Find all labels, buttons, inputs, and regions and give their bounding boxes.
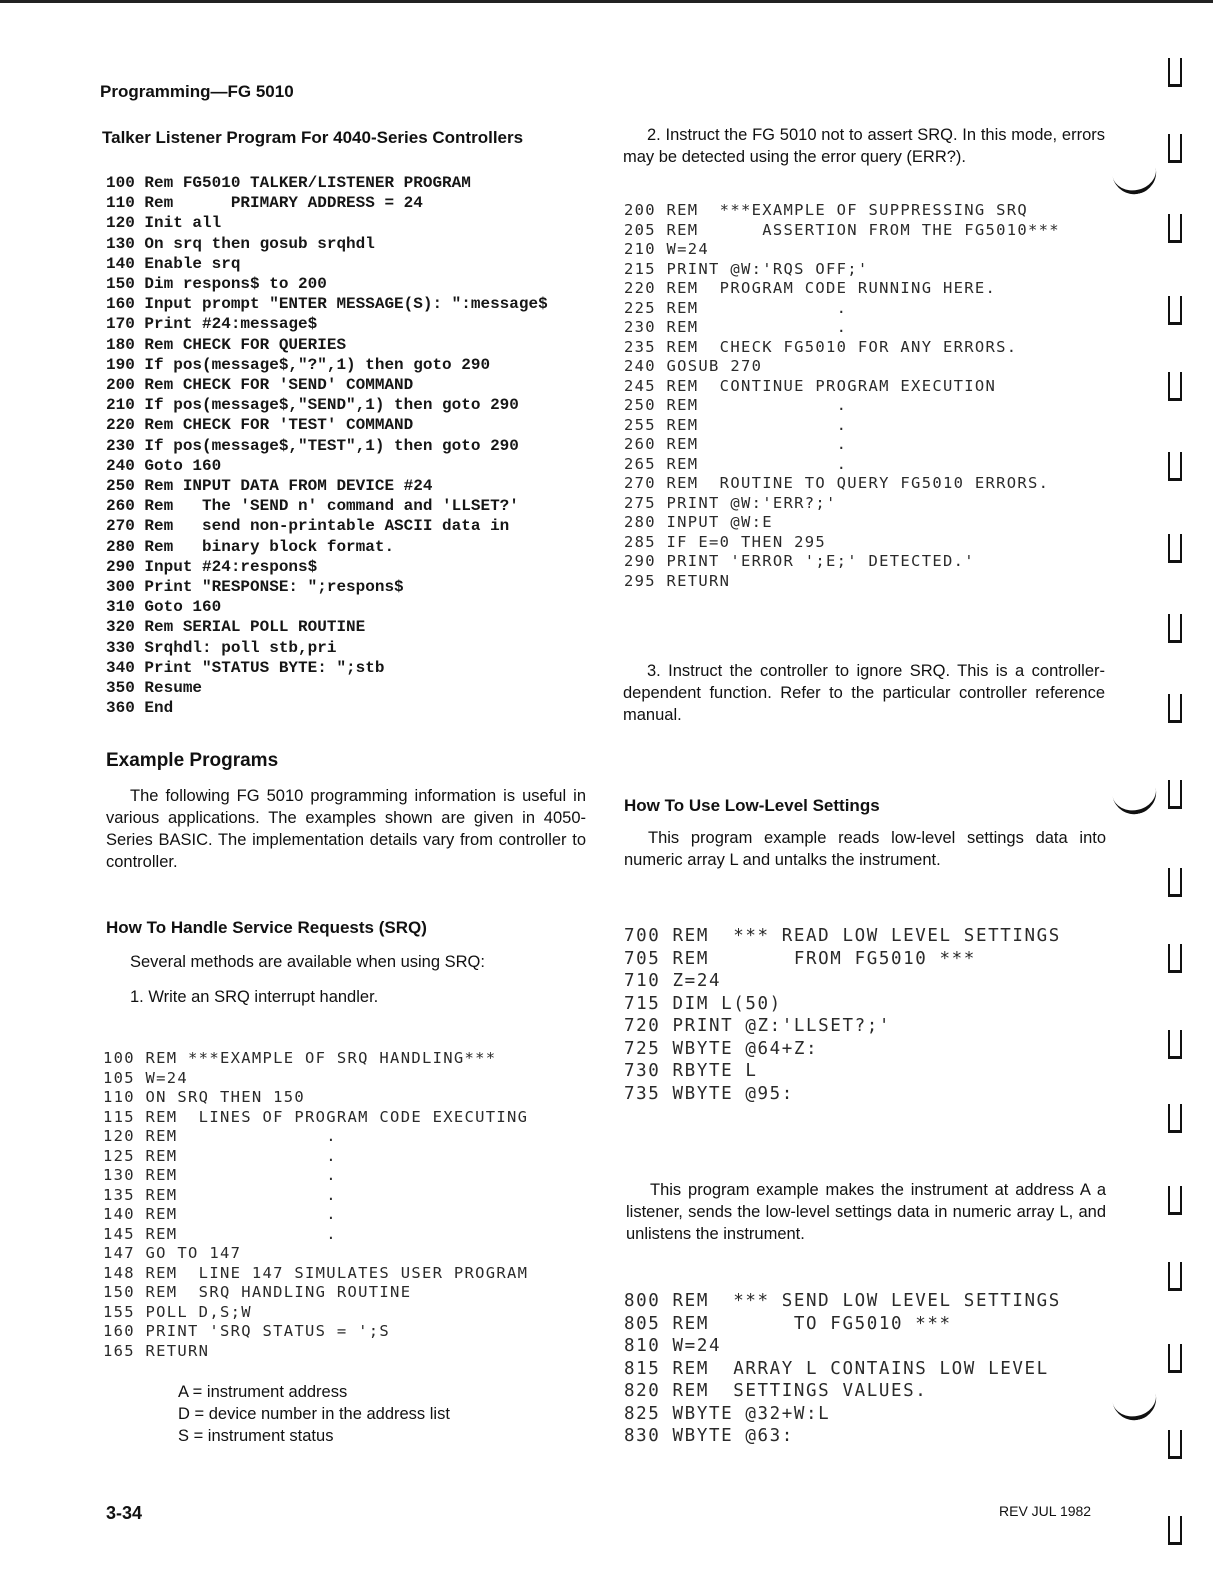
code-line: 260 Rem The 'SEND n' command and 'LLSET?'	[106, 497, 519, 516]
code-line: 135 REM .	[103, 1185, 337, 1204]
binder-punch-mark	[1168, 296, 1182, 325]
binder-punch-mark	[1168, 1516, 1182, 1545]
section-header: Programming—FG 5010	[100, 82, 294, 101]
binder-punch-mark	[1168, 452, 1182, 481]
code-line: 170 Print #24:message$	[106, 315, 318, 334]
srq-step-3: 3. Instruct the controller to ignore SRQ. This is a controller-dependent function. Refer to the particular controller reference manual.	[623, 662, 1105, 724]
code-line: 815 REM ARRAY L CONTAINS LOW LEVEL	[624, 1358, 1049, 1379]
code-line: 110 ON SRQ THEN 150	[103, 1088, 306, 1106]
srq-handling-code	[103, 1049, 528, 1361]
code-line: 210 W=24	[624, 240, 710, 258]
example-programs-paragraph: The following FG 5010 programming information is useful in various applications. The examples shown are given in 4050-Series BASIC. The implementation details vary from controller to controller.	[106, 787, 586, 871]
code-line: 105 W=24	[103, 1068, 189, 1087]
binder-punch-mark	[1168, 944, 1182, 973]
binder-punch-mark	[1168, 1430, 1182, 1459]
code-line: 720 PRINT @Z:'LLSET?;'	[624, 1016, 891, 1036]
low-level-send-paragraph: This program example makes the instrument at address A a listener, sends the low-level settings data in numeric array L, and unlistens the instrument.	[626, 1181, 1106, 1243]
legend-item: A = instrument address	[178, 1383, 348, 1401]
code-line: 120 Init all	[106, 214, 222, 233]
code-line: 235 REM CHECK FG5010 FOR ANY ERRORS.	[624, 337, 1018, 356]
top-rule	[0, 0, 1213, 3]
srq-intro: Several methods are available when using SRQ:	[130, 953, 485, 971]
code-line: 260 REM .	[624, 435, 848, 453]
code-line: 125 REM .	[103, 1146, 337, 1165]
legend-item: S = instrument status	[178, 1427, 334, 1445]
srq-step-1: 1. Write an SRQ interrupt handler.	[130, 988, 379, 1006]
code-line: 800 REM *** SEND LOW LEVEL SETTINGS	[624, 1291, 1061, 1311]
binder-punch-mark	[1168, 780, 1182, 809]
read-low-level-code	[624, 925, 1061, 1105]
binder-punch-mark	[1168, 614, 1182, 643]
code-line: 145 REM .	[103, 1224, 337, 1243]
code-line: 100 Rem FG5010 TALKER/LISTENER PROGRAM	[106, 174, 471, 192]
code-line: 160 Input prompt "ENTER MESSAGE(S): ":message$	[106, 295, 548, 314]
code-line: 725 WBYTE @64+Z:	[624, 1038, 819, 1059]
code-line: 148 REM LINE 147 SIMULATES USER PROGRAM	[103, 1263, 529, 1282]
code-line: 810 W=24	[624, 1336, 722, 1356]
code-line: 100 REM ***EXAMPLE OF SRQ HANDLING***	[103, 1049, 497, 1067]
revision-date: REV JUL 1982	[999, 1503, 1092, 1519]
code-line: 110 Rem PRIMARY ADDRESS = 24	[106, 194, 423, 213]
binder-punch-mark	[1168, 1186, 1182, 1215]
binder-punch-mark	[1168, 1262, 1182, 1291]
code-line: 705 REM FROM FG5010 ***	[624, 948, 976, 969]
talker-listener-code	[106, 173, 548, 718]
send-low-level-code	[624, 1290, 1061, 1448]
binder-punch-mark	[1168, 868, 1182, 897]
code-line: 825 WBYTE @32+W:L	[624, 1403, 831, 1424]
code-line: 700 REM *** READ LOW LEVEL SETTINGS	[624, 926, 1061, 946]
binder-punch-mark	[1168, 1104, 1182, 1133]
code-line: 220 REM PROGRAM CODE RUNNING HERE.	[624, 279, 997, 297]
code-line: 130 REM .	[103, 1166, 337, 1184]
code-line: 200 REM ***EXAMPLE OF SUPPRESSING SRQ	[624, 201, 1029, 219]
code-line: 310 Goto 160	[106, 598, 222, 617]
code-line: 150 Dim respons$ to 200	[106, 275, 327, 294]
variable-legend	[178, 1381, 450, 1447]
code-line: 225 REM .	[624, 298, 848, 317]
code-line: 130 On srq then gosub srqhdl	[106, 234, 375, 253]
code-line: 730 RBYTE L	[624, 1061, 758, 1081]
code-line: 160 PRINT 'SRQ STATUS = ';S	[103, 1322, 391, 1340]
code-line: 280 INPUT @W:E	[624, 513, 773, 531]
low-level-settings-title: How To Use Low-Level Settings	[624, 796, 880, 815]
code-line: 245 REM CONTINUE PROGRAM EXECUTION	[624, 376, 997, 395]
code-line: 180 Rem CHECK FOR QUERIES	[106, 335, 347, 354]
code-line: 290 PRINT 'ERROR ';E;' DETECTED.'	[624, 552, 975, 570]
code-line: 735 WBYTE @95:	[624, 1083, 794, 1104]
code-line: 280 Rem binary block format.	[106, 537, 395, 556]
code-line: 830 WBYTE @63:	[624, 1426, 794, 1446]
code-line: 350 Resume	[106, 679, 203, 698]
code-line: 215 PRINT @W:'RQS OFF;'	[624, 259, 869, 278]
code-line: 155 POLL D,S;W	[103, 1302, 252, 1321]
code-line: 240 Goto 160	[106, 456, 222, 475]
example-programs-title: Example Programs	[106, 750, 279, 771]
code-line: 285 IF E=0 THEN 295	[624, 532, 827, 551]
code-line: 275 PRINT @W:'ERR?;'	[624, 493, 837, 512]
code-line: 360 End	[106, 699, 174, 718]
binder-punch-mark	[1168, 1030, 1182, 1059]
code-line: 230 If pos(message$,"TEST",1) then goto 290	[106, 436, 519, 455]
code-line: 710 Z=24	[624, 971, 722, 991]
code-line: 165 RETURN	[103, 1341, 210, 1360]
srq-step-2: 2. Instruct the FG 5010 not to assert SRQ. In this mode, errors may be detected using the error query (ERR?).	[623, 126, 1105, 166]
binder-punch-mark	[1168, 694, 1182, 723]
srq-section-title: How To Handle Service Requests (SRQ)	[106, 918, 427, 937]
binder-curl-mark	[1112, 784, 1160, 819]
code-line: 820 REM SETTINGS VALUES.	[624, 1381, 928, 1401]
binder-punch-mark	[1168, 1344, 1182, 1373]
code-line: 147 GO TO 147	[103, 1244, 242, 1262]
low-level-read-paragraph: This program example reads low-level settings data into numeric array L and untalks the instrument.	[624, 829, 1106, 869]
code-line: 210 If pos(message$,"SEND",1) then goto 290	[106, 396, 519, 415]
code-line: 300 Print "RESPONSE: ";respons$	[106, 578, 404, 597]
binder-punch-mark	[1168, 58, 1182, 87]
binder-punch-mark	[1168, 214, 1182, 243]
code-line: 205 REM ASSERTION FROM THE FG5010***	[624, 220, 1060, 239]
code-line: 115 REM LINES OF PROGRAM CODE EXECUTING	[103, 1107, 529, 1126]
binder-punch-mark	[1168, 534, 1182, 563]
code-line: 340 Print "STATUS BYTE: ";stb	[106, 658, 385, 677]
code-line: 320 Rem SERIAL POLL ROUTINE	[106, 618, 366, 637]
code-line: 270 Rem send non-printable ASCII data in	[106, 517, 510, 536]
legend-item: D = device number in the address list	[178, 1405, 450, 1423]
binder-punch-mark	[1168, 134, 1182, 163]
code-line: 250 REM .	[624, 396, 848, 414]
code-line: 715 DIM L(50)	[624, 993, 782, 1014]
code-line: 240 GOSUB 270	[624, 357, 763, 375]
code-line: 250 Rem INPUT DATA FROM DEVICE #24	[106, 477, 433, 496]
code-line: 190 If pos(message$,"?",1) then goto 290	[106, 355, 491, 374]
code-line: 150 REM SRQ HANDLING ROUTINE	[103, 1283, 412, 1301]
code-line: 140 REM .	[103, 1205, 337, 1223]
binder-curl-mark	[1112, 164, 1160, 199]
code-line: 265 REM .	[624, 454, 848, 473]
talker-listener-title: Talker Listener Program For 4040-Series Controllers	[102, 128, 524, 147]
suppress-srq-code	[624, 201, 1060, 591]
code-line: 140 Enable srq	[106, 254, 241, 273]
code-line: 330 Srqhdl: poll stb,pri	[106, 638, 337, 657]
code-line: 230 REM .	[624, 318, 848, 336]
code-line: 805 REM TO FG5010 ***	[624, 1313, 952, 1334]
code-line: 270 REM ROUTINE TO QUERY FG5010 ERRORS.	[624, 474, 1050, 492]
code-line: 120 REM .	[103, 1127, 337, 1145]
code-line: 295 RETURN	[624, 571, 731, 590]
binder-curl-mark	[1112, 1390, 1160, 1425]
binder-punch-mark	[1168, 372, 1182, 401]
page-number: 3-34	[106, 1503, 143, 1523]
code-line: 290 Input #24:respons$	[106, 557, 318, 576]
code-line: 255 REM .	[624, 415, 848, 434]
code-line: 220 Rem CHECK FOR 'TEST' COMMAND	[106, 416, 414, 435]
code-line: 200 Rem CHECK FOR 'SEND' COMMAND	[106, 376, 414, 395]
